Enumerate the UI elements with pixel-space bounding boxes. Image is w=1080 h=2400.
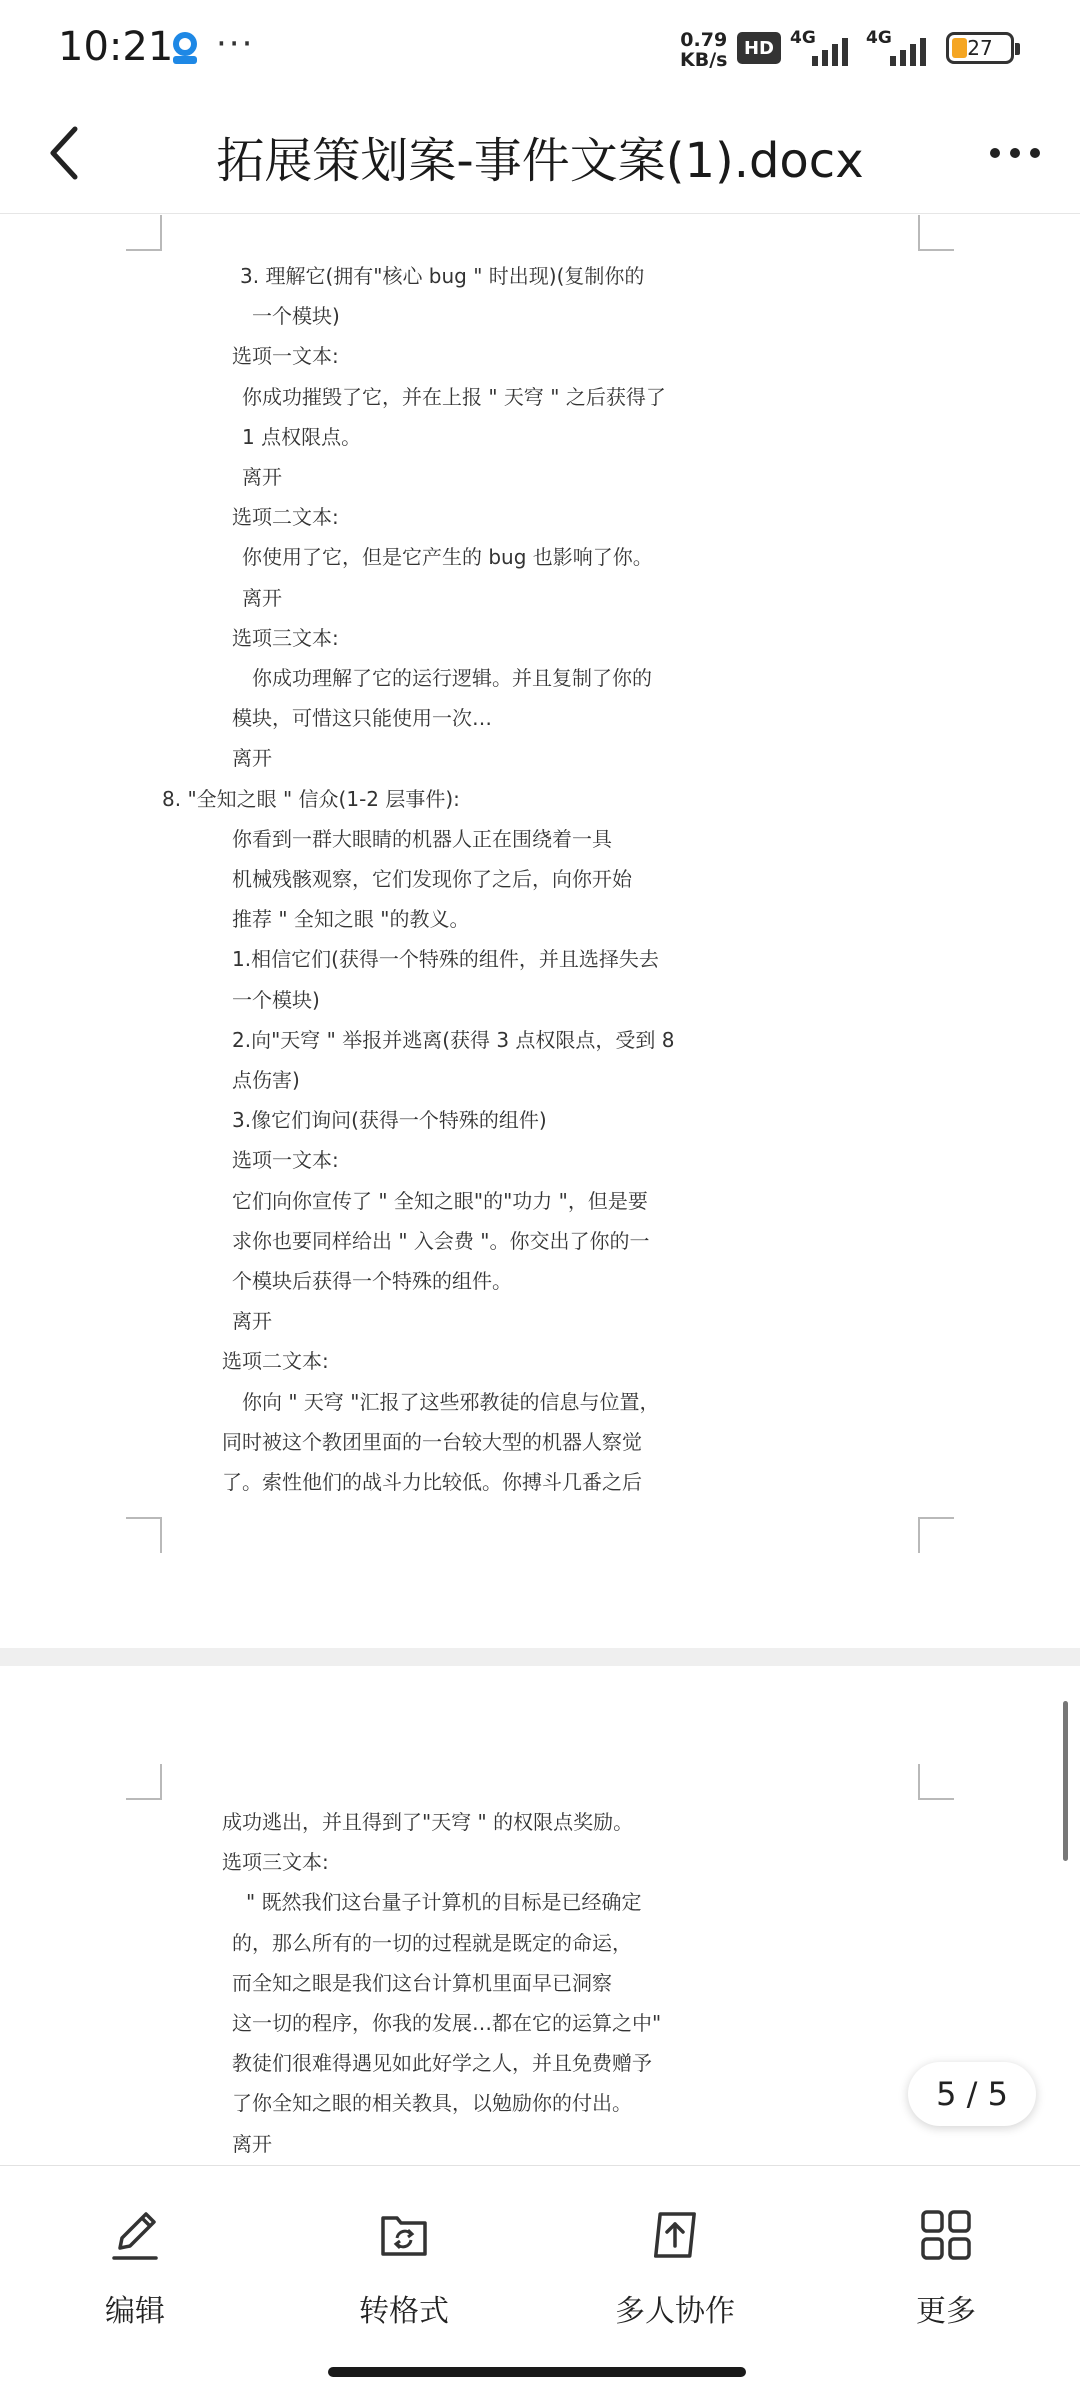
convert-format-button[interactable] [314, 2206, 494, 2336]
document-line: 个模块后获得一个特殊的组件。 [232, 1269, 512, 1293]
crop-mark [918, 1517, 954, 1553]
document-line: 8. "全知之眼 " 信众(1-2 层事件): [162, 786, 460, 811]
document-line: 推荐 " 全知之眼 "的教义。 [232, 907, 470, 932]
battery-indicator [946, 32, 1014, 64]
more-tools-label: 更多 [916, 2294, 976, 2329]
document-line: 教徒们很难得遇见如此好学之人，并且免费赠予 [232, 2051, 652, 2076]
document-line: 选项三文本: [232, 625, 339, 650]
hd-badge [737, 32, 781, 64]
document-line: 1 点权限点。 [242, 424, 362, 449]
more-horizontal-icon [988, 146, 1042, 160]
crop-mark [918, 1764, 954, 1800]
document-line: 而全知之眼是我们这台计算机里面早已洞察 [232, 1970, 612, 1995]
signal-1-label: 4G [790, 28, 816, 48]
bottom-toolbar [0, 2165, 1080, 2400]
document-line: 2.向"天穹 " 举报并逃离(获得 3 点权限点，受到 8 [232, 1027, 675, 1052]
document-line: 3.像它们询问(获得一个特殊的组件) [232, 1108, 547, 1133]
document-line: 了你全知之眼的相关教具，以勉励你的付出。 [232, 2091, 632, 2116]
app-notification-icon [166, 28, 204, 66]
document-line: 成功逃出，并且得到了"天穹 " 的权限点奖励。 [222, 1810, 634, 1834]
edit-pen-icon [106, 2206, 164, 2264]
document-line: 你使用了它，但是它产生的 bug 也影响了你。 [242, 545, 653, 570]
document-line: 离开 [232, 746, 272, 771]
signal-bars-icon [888, 36, 934, 66]
battery-cap [1015, 43, 1020, 55]
edit-button[interactable] [45, 2206, 225, 2336]
document-line: 模块，可惜这只能使用一次… [232, 706, 492, 731]
home-indicator[interactable] [328, 2367, 746, 2377]
signal-2-label: 4G [866, 28, 892, 48]
document-line: 1.相信它们(获得一个特殊的组件，并且选择失去 [232, 947, 659, 972]
document-line: 选项二文本: [232, 505, 339, 530]
crop-mark [126, 215, 162, 251]
back-button[interactable] [30, 118, 100, 188]
page-indicator: 5 / 5 [908, 2062, 1036, 2126]
document-line: 一个模块) [252, 304, 340, 329]
edit-label: 编辑 [105, 2294, 165, 2329]
document-line: 你成功理解了它的运行逻辑。并且复制了你的 [252, 666, 652, 690]
document-line: 选项二文本: [222, 1349, 329, 1374]
crop-mark [918, 215, 954, 251]
chevron-left-icon [45, 123, 85, 183]
status-more-dots: ··· [216, 24, 255, 64]
scrollbar-thumb[interactable] [1063, 1701, 1068, 1861]
battery-level: 27 [967, 36, 993, 60]
document-line: 一个模块) [232, 987, 320, 1012]
network-speed-value: 0.79 [680, 29, 728, 51]
page-separator [0, 1648, 1080, 1666]
network-speed [680, 30, 727, 70]
document-title: 拓展策划案-事件文案(1).docx [216, 133, 864, 189]
document-line: 离开 [242, 465, 282, 489]
document-line: 选项一文本: [232, 1148, 339, 1173]
document-line: 的，那么所有的一切的过程就是既定的命运， [232, 1930, 632, 1955]
crop-mark [126, 1517, 162, 1553]
document-line: 你看到一群大眼睛的机器人正在围绕着一具 [232, 826, 612, 851]
network-speed-unit: KB/s [680, 49, 728, 71]
document-viewer[interactable] [0, 215, 1080, 2165]
document-line: 选项三文本: [222, 1850, 329, 1875]
more-options-button[interactable] [980, 118, 1050, 188]
document-line: " 既然我们这台量子计算机的目标是已经确定 [246, 1890, 642, 1915]
document-line: 同时被这个教团里面的一台较大型的机器人察觉 [222, 1429, 642, 1454]
document-line: 求你也要同样给出 " 入会费 "。你交出了你的一 [232, 1228, 650, 1253]
document-line: 点伤害) [232, 1068, 300, 1092]
signal-bars-icon [810, 36, 854, 66]
collaborate-label: 多人协作 [615, 2294, 735, 2329]
title-bar [0, 96, 1080, 214]
crop-mark [126, 1764, 162, 1800]
document-line: 3. 理解它(拥有"核心 bug " 时出现)(复制你的 [240, 264, 645, 288]
document-line: 选项一文本: [232, 344, 339, 369]
hd-badge-label: HD [743, 37, 774, 59]
document-line: 你向 " 天穹 "汇报了这些邪教徒的信息与位置， [242, 1389, 660, 1414]
collaborate-button[interactable] [585, 2206, 765, 2336]
document-line: 离开 [232, 2131, 272, 2156]
signal-2 [866, 28, 936, 68]
grid-more-icon [917, 2206, 975, 2264]
document-line: 离开 [232, 1309, 272, 1334]
collaborate-icon [646, 2206, 704, 2264]
status-bar [0, 0, 1080, 96]
document-line: 机械残骸观察，它们发现你了之后，向你开始 [232, 867, 632, 891]
convert-format-icon [375, 2206, 433, 2264]
signal-1 [790, 28, 854, 68]
document-line: 这一切的程序，你我的发展…都在它的运算之中" [232, 2011, 662, 2035]
document-line: 离开 [242, 585, 282, 610]
document-line: 它们向你宣传了 " 全知之眼"的"功力 "，但是要 [232, 1188, 648, 1213]
document-line: 了。索性他们的战斗力比较低。你搏斗几番之后 [222, 1470, 642, 1494]
convert-format-label: 转格式 [359, 2294, 449, 2329]
status-time: 10:21 [58, 24, 174, 70]
more-tools-button[interactable] [856, 2206, 1036, 2336]
document-line: 你成功摧毁了它，并在上报 " 天穹 " 之后获得了 [242, 384, 666, 409]
